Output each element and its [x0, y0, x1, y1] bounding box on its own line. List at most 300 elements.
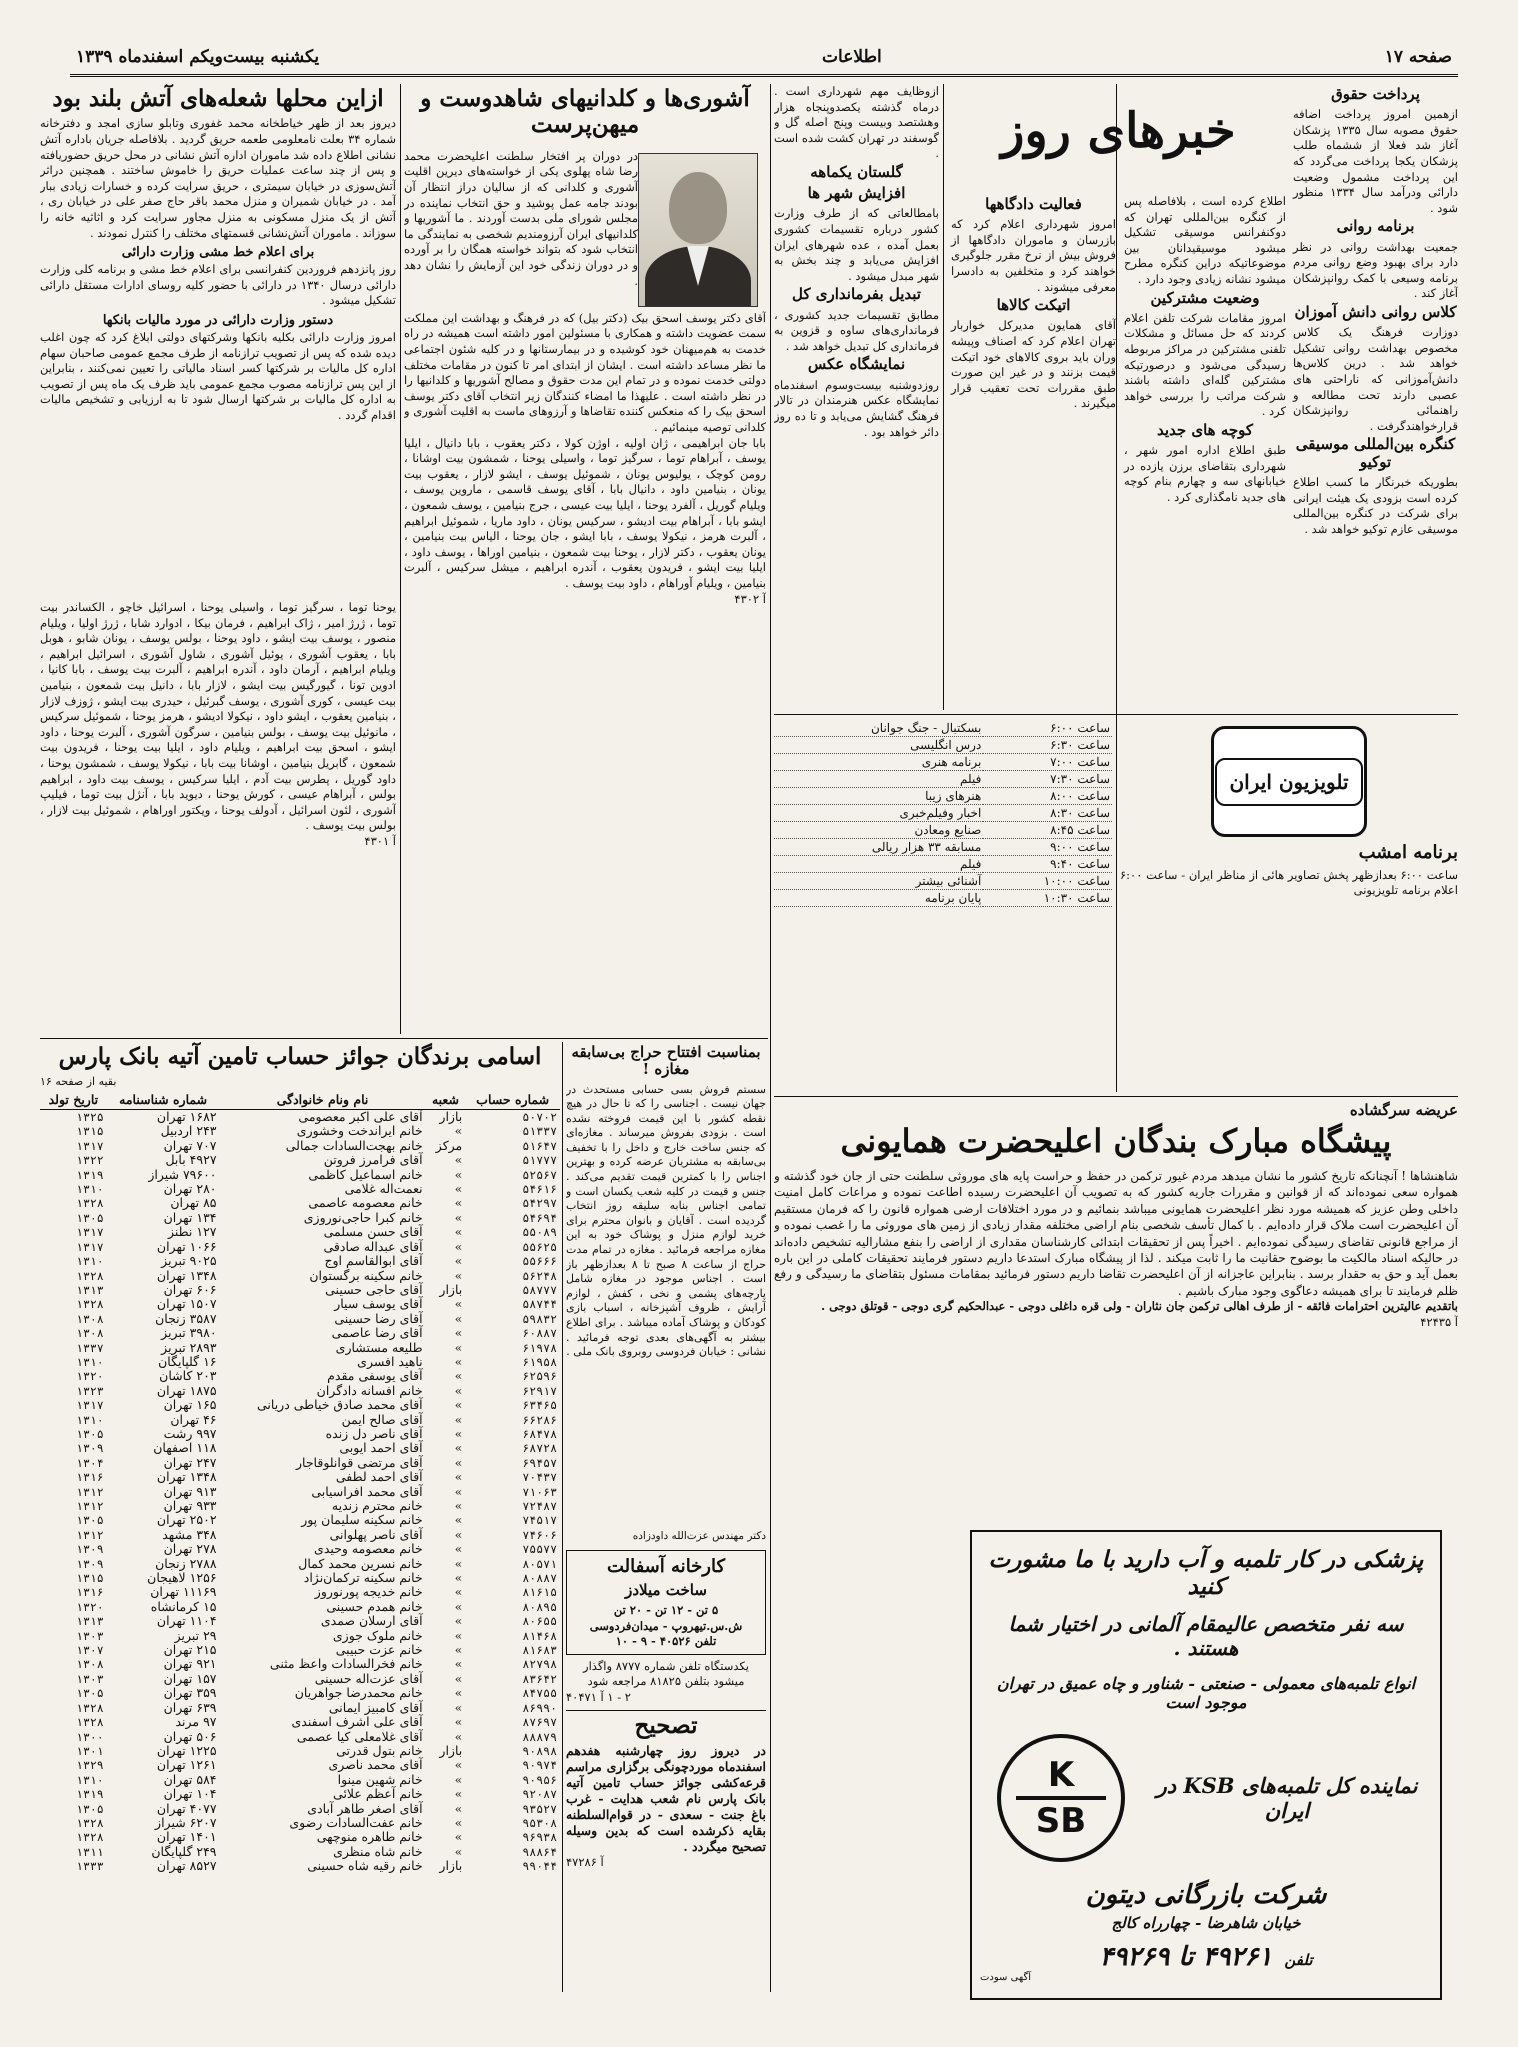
winner-acct: ۸۴۷۵۵	[522, 1686, 557, 1701]
news-center	[951, 84, 1286, 710]
auction-body: سستم فروش بسی حسابی مستحدث در جهان نیست . اجناسی را که تا حال در هیچ نقطه کشور با این قیمت فروخته نشده است . بزودی بفروش میرساند . مغازه‌ای که جنس ساخت خارج و داخل را با تخفیف بی‌سابقه به مشتریان عرضه کرده و بهترین اجناس را با کمترین قیمت تقدیم می‌کند . جنس و قیمت در کلیه شعب یکسان است و تمامی اجناس بنابه سلیقه روز انتخاب گردیده است . آقایان و بانوان محترم برای خرید لوازم منزل و پوشاک خود به این مغازه مراجعه فرمائید . مغازه در تمام مدت حراج از ساعت ۸ صبح تا ۸ بعدازظهر باز است . اجناس موجود در مغازه شامل پارچه‌های پشمی و نخی ، کفش ، لوازم آرایش ، ظروف آشپزخانه ، اسباب بازی کودکان و پوشاک آماده میباشد . برای اطلاع بیشتر به آگهی‌های بعدی توجه فرمائید . نشانی : خیابان فردوسی روبروی بانک ملی .	[566, 1082, 766, 1359]
winner-id: ۹۳۳ تهران	[163, 1498, 217, 1513]
news-heading: کلاس روانی دانش آموزان	[1294, 303, 1457, 322]
assyrian-signers: بابا جان ابراهیمی ، ژان اولیه ، اوژن کولا ، دکتر یعقوب ، بابا دانیال ، ایلیا یوسف ، آبراهام توما ، سرگیز توما ، واسیلی یوحنا ، شمشون بیت اوشانا ، رومن کوچک ، یولیوس یونان ، شموئیل یوسف ، ایشو لازار ، یعقوب بیت یونان ، بنیامین داود ، دانیال بابا ، آقای یوسف قاسمی ، ماروین یوسف ، ویلیام گوریل ، آلفرد یوحنا ، ایلیا بیت عیسی ، جرج بنیامین ، یوسف شمعون ، ایشو بابا ، آبراهام بیت ادیشو ، سرکیس یونان ، داود ماریا ، شموئیل ابراهیم ، آلبرت هرمز ، نیکولا یوسف ، بابا ایشو ، جان یوحنا ، الیاس بیت بنیامین ، یونان یعقوب ، دکتر لازار ، یوحنا بیت شمعون ، بنیامین اوراها ، یوسف داود ، ایلیا بیت ایشو ، فریدون یعقوب ، آندره ابراهیم ، میشل سرکیس ، آلبرت بنیامین ، ویلیام آوراهام ، داود بیت یوسف .	[404, 435, 766, 590]
winner-name: آقای احمد ایوبی	[339, 1440, 423, 1456]
winner-acct: ۷۱۰۶۳	[522, 1484, 557, 1499]
table-row	[40, 1557, 560, 1571]
winner-dob: ۱۳۲۰	[76, 1599, 104, 1614]
winner-dob: ۱۳۰۳	[76, 1628, 104, 1643]
winner-name: ناهید افسری	[357, 1353, 423, 1369]
winner-dob: ۱۳۲۸	[76, 1715, 104, 1730]
winner-acct: ۸۳۶۴۲	[522, 1671, 557, 1686]
winner-dob: ۱۳۰۵	[76, 1210, 104, 1225]
tv-item: آشنائی بیشتر	[774, 873, 983, 890]
winner-dob: ۱۳۰۳	[76, 1671, 104, 1686]
winner-name: آقای صالح ایمن	[341, 1411, 423, 1427]
winner-acct: ۸۷۶۹۷	[522, 1715, 557, 1730]
news-text: ازهمین امروز پرداخت اضافه حقوق مصوبه سال ۱۳۳۵ پزشکان آغاز شد فعلا از ششماه طلب پزشکان یکجا پرداخت می‌گردد که این پرداخت مشمول وضعیت دارائی ودرآمد سال ۱۳۳۴ منظور شود .	[1293, 107, 1458, 215]
tv-schedule	[774, 720, 1112, 1092]
winner-branch: »	[454, 1642, 463, 1658]
winner-name: آقای یوسف سیار	[334, 1296, 423, 1312]
winner-id: ۱۱۸ اصفهان	[153, 1440, 217, 1456]
news-text: دوزارت فرهنگ یک کلاس مخصوص بهداشت روانی تشکیل خواهد شد . درین کلاس‌ها دانش‌آموزانی که ناراحتی های عصبی دارند تحت مطالعه و راهنمائی روانپزشکان قرارخواهندگرفت .	[1293, 325, 1458, 433]
bank-tax-text: امروز وزارت دارائی بکلیه بانکها وشرکتهای دولتی ابلاغ کرد که چون اغلب دیده شده که پس از تصویب ترازنامه از طرف مجمع عمومی صاحبان سهام اداره کل مالیات بر شرکتها کسر اسناد مالیاتی را تعیین نمی‌کنند ، بنابراین از این پس ترازنامه مصوب مجمع عمومی باید ظرف یک ماه پس از تصویب به اداره کل مالیات بر شرکتها ارسال شود تا به ارزیابی و تشخیص مالیات اقدام گردد .	[40, 329, 396, 422]
ad-credit: آگهی سودت	[980, 1972, 1032, 1983]
winner-dob: ۱۳۱۵	[76, 1571, 104, 1586]
winner-id: ۱۳۴ تهران	[163, 1209, 217, 1225]
winner-id: ۲۷۸ تهران	[163, 1541, 217, 1557]
table-row	[40, 1254, 560, 1268]
page-header	[70, 40, 1458, 77]
winner-dob: ۱۳۰۹	[76, 1441, 104, 1456]
ad-line-4: نماینده کل تلمبه‌های KSB در ایران	[1156, 1773, 1418, 1823]
tv-item: درس انگلیسی	[774, 737, 983, 754]
tv-item: پایان برنامه	[774, 890, 983, 907]
ksb-logo-bar	[1016, 1796, 1106, 1800]
winner-acct: ۵۵۰۸۹	[522, 1225, 557, 1240]
winner-acct: ۸۱۶۸۳	[522, 1643, 557, 1658]
winner-branch: بازار	[439, 1742, 463, 1758]
table-row	[40, 1585, 560, 1599]
table-row	[40, 1384, 560, 1398]
winner-dob: ۱۳۱۰	[76, 1354, 104, 1369]
table-row	[40, 1470, 560, 1484]
table-row	[40, 1859, 560, 1873]
winner-name: آقای محمد افراسیابی	[311, 1483, 423, 1499]
table-row	[40, 1758, 560, 1772]
winner-name: خانم سکینه سلیمان پور	[301, 1512, 423, 1528]
winner-branch: »	[454, 1440, 463, 1456]
winner-name: خانم اسماعیل کاظمی	[308, 1166, 423, 1182]
table-row	[40, 1196, 560, 1210]
winner-branch: »	[454, 1353, 463, 1369]
winner-dob: ۱۳۱۶	[76, 1470, 104, 1485]
asphalt-title: کارخانه آسفالت	[606, 1556, 726, 1578]
ksb-logo-bottom: SB	[1035, 1801, 1087, 1841]
winner-dob: ۱۳۱۰	[76, 1254, 104, 1269]
tv-item: برنامه هنری	[774, 754, 983, 771]
winner-id: ۱۸۷۵ تهران	[156, 1382, 217, 1398]
winner-acct: ۷۴۶۰۶	[522, 1527, 557, 1542]
winner-acct: ۹۳۵۲۷	[522, 1801, 557, 1816]
asphalt-line-2: ش.س.تیهروپ - میدان‌فردوسی	[589, 1618, 743, 1633]
winner-acct: ۹۰۹۵۶	[522, 1772, 557, 1787]
winner-name: خانم محترم زندیه	[331, 1498, 423, 1513]
winner-name: خانم بتول قدرتی	[336, 1742, 423, 1758]
winner-dob: ۱۳۳۷	[76, 1340, 104, 1355]
tv-time: ساعت ۸:۰۰	[983, 788, 1112, 805]
winner-name: آقای ناصر دل زنده	[325, 1425, 423, 1441]
table-row	[40, 1513, 560, 1527]
tv-item: بسکتبال - جنگ جوانان	[774, 720, 983, 737]
news-title: خبرهای روز	[1001, 103, 1236, 159]
winner-branch: »	[454, 1267, 463, 1283]
tv-schedule-row	[774, 805, 1112, 822]
news-text: اطلاع کرده است ، بلافاصله پس از کنگره بین‌المللی تهران که دوکنفرانس موسیقی تشکیل میشود موسیقیدانان بین موضوعاتیکه دراین کنگره مطرح میشود نشانه زیادی وجود دارد .	[1124, 194, 1286, 286]
winner-dob: ۱۳۱۶	[76, 1585, 104, 1600]
winner-name: خانم سکینه برگستوان	[309, 1267, 423, 1283]
winner-dob: ۱۳۲۲	[76, 1153, 104, 1168]
table-row	[40, 1225, 560, 1239]
winner-dob: ۱۳۲۰	[76, 1369, 104, 1384]
news-heading: وضعیت مشترکین	[1150, 288, 1260, 307]
winner-dob: ۱۳۲۸	[76, 1297, 104, 1312]
winner-branch: مرکز	[435, 1137, 463, 1153]
winner-acct: ۷۰۴۳۷	[522, 1470, 557, 1485]
news-heading: تبدیل بفرمانداری کل	[792, 285, 921, 304]
winner-dob: ۱۳۲۸	[76, 1196, 104, 1211]
finance-text: روز پانزدهم فروردین کنفرانسی برای اعلام خط مشی و برنامه کلی وزارت دارائی درسال ۱۳۴۰ در دارائی با حضور کلیه روسای ادارات مستقل دارائی تشکیل میشود .	[40, 262, 396, 308]
winner-id: ۲۴۹ گلپایگان	[151, 1843, 217, 1859]
winner-branch: »	[454, 1800, 463, 1816]
winner-branch: »	[454, 1310, 463, 1326]
winner-id: ۲۰۳ کاشان	[159, 1368, 217, 1384]
tv-logo-box	[1120, 720, 1458, 1092]
ksb-logo	[997, 1734, 1125, 1862]
table-row	[40, 1571, 560, 1585]
winner-name: خانم محمدرضا جواهریان	[294, 1685, 423, 1701]
winner-dob: ۱۳۰۵	[76, 1426, 104, 1441]
winner-name: آقای عبداله صادقی	[323, 1238, 423, 1254]
winner-id: ۷۹۶۰۰ شیراز	[148, 1166, 217, 1182]
winner-acct: ۶۲۹۱۷	[522, 1383, 557, 1398]
winner-branch: »	[454, 1325, 463, 1341]
winner-acct: ۸۲۷۹۸	[522, 1657, 557, 1672]
winner-acct: ۵۱۷۷۷	[522, 1153, 557, 1168]
winner-id: ۶۰۶ تهران	[163, 1281, 217, 1297]
winner-id: ۹۲۱ تهران	[163, 1656, 217, 1672]
winner-id: ۱۶۸۲ تهران	[156, 1109, 217, 1125]
tv-time: ساعت ۷:۰۰	[983, 754, 1112, 771]
section-rule	[774, 714, 1458, 715]
winner-id: ۱۲۵۶ لاهیجان	[147, 1570, 217, 1586]
news-text: ازوظایف مهم شهرداری است . درماه گذشته یکصدوپنجاه هزار وهشتصد وبیست وپنج اصله گل و گوسفند در تهران کشت شده است .	[774, 84, 939, 161]
table-row	[40, 1787, 560, 1801]
winner-acct: ۸۰۵۷۱	[522, 1556, 557, 1571]
assyrian-footer: آ ۴۳۰۲	[734, 591, 766, 606]
winner-acct: ۶۶۲۸۶	[522, 1412, 557, 1427]
table-row	[40, 1845, 560, 1859]
table-row	[40, 1369, 560, 1383]
portrait-photo	[638, 153, 758, 307]
winner-id: ۴۰۷۷ تهران	[156, 1800, 217, 1816]
table-row	[40, 1643, 560, 1657]
winner-name: خانم خدیجه پورنوروز	[314, 1584, 423, 1600]
winner-acct: ۶۹۴۵۷	[522, 1455, 557, 1470]
winner-id: ۶۲۰۷ شیراز	[155, 1814, 217, 1830]
table-row	[40, 1744, 560, 1758]
winner-branch: »	[454, 1584, 463, 1600]
signers-text: یوحنا توما ، سرگیز توما ، واسیلی یوحنا ، اسرائیل خاچو ، الکساندر بیت توما ، ژرژ امیر ، ژاک ابراهیم ، فرمان بیکا ، ادوارد شابا ، ژرژ اولیا ، ویلیام منصور ، یوسف بیت ایشو ، داود یوحنا ، بولس یوسف ، یونان شابو ، هوبل بابا ، یعقوب آشوری ، یوئیل آشوری ، شاول آشوری ، اسرائیل ابراهیم ، ویلیام ابراهیم ، آرمان داود ، آندره ابراهیم ، آلبرت بیت یوسف ، بابا کانیا ، ادوین تونا ، گیورگیس بیت ایشو ، لازار بابا ، دانیل بیت شمعون ، بنیامین بیت عیسی ، کوری آشوری ، یوسف گبرئیل ، حیدری بیت ایشو ، ژوزف لازار ، بنیامین یعقوب ، ایشو داود ، نیکولا ادیشو ، هرمز یوحنا ، شموئیل سرکیس ، مانوئیل بیت یوسف ، بولس بنیامین ، سرگون آشوری ، آلبرت یوحنا ، داود ایشو ، اسحق بیت ابراهیم ، ویلیام داود ، ایلیا بیت یوحنا ، فریدون بیت شمعون ، گابریل بنیامین ، اوشانا بیت بابا ، نیکولا یوسف ، شمشون یوحنا ، داود گوریل ، پطرس بیت آدم ، ایلیا سرکیس ، یوسف بیت داود ، ابراهیم بولس ، آبراهام عیسی ، کورش یوحنا ، دیوید بابا ، آنژل بیت توما ، فیلیپ آشوری ، لئون اسرائیل ، آدولف یوحنا ، ویکتور اوراهام ، شموئیل بیت لازار ، بولس بیت یوسف .	[40, 600, 396, 833]
winner-branch: بازار	[439, 1109, 463, 1125]
winner-dob: ۱۳۱۰	[76, 1412, 104, 1427]
winner-acct: ۸۱۶۱۵	[522, 1585, 557, 1600]
tv-item: هنرهای زیبا	[774, 788, 983, 805]
table-row	[40, 1686, 560, 1700]
winner-branch: بازار	[439, 1281, 463, 1297]
table-row	[40, 1629, 560, 1643]
winner-dob: ۱۳۰۷	[76, 1643, 104, 1658]
winners-title: اسامی برندگان جوائز حساب تامین آتیه بانک پارس	[58, 1043, 542, 1070]
correction-title: تصحیح	[634, 1711, 698, 1739]
middle-column	[566, 1042, 766, 2002]
winner-id: ۹۰۲۵ تبریز	[161, 1253, 217, 1269]
winner-dob: ۱۳۲۹	[76, 1758, 104, 1773]
winner-acct: ۶۸۴۷۸	[522, 1426, 557, 1441]
petition	[774, 1100, 1458, 1520]
winner-branch: »	[454, 1195, 463, 1211]
winner-dob: ۱۳۱۰	[76, 1182, 104, 1197]
page-number: صفحه ۱۷	[1384, 47, 1452, 67]
winner-branch: »	[454, 1843, 463, 1859]
winner-branch: »	[454, 1166, 463, 1182]
news-heading: افزایش شهر ها	[807, 184, 906, 203]
winner-id: ۲۱۵ تهران	[163, 1642, 217, 1658]
winner-name: آقای فرامرز فروتن	[323, 1152, 423, 1168]
winner-acct: ۵۹۸۳۲	[522, 1311, 557, 1326]
winner-branch: »	[454, 1757, 463, 1773]
winner-acct: ۶۳۴۶۵	[522, 1398, 557, 1413]
tv-schedule-row	[774, 771, 1112, 788]
ad-line-1: پزشکی در کار تلمبه و آب دارید با ما مشورت کنید	[988, 1546, 1424, 1600]
winner-dob: ۱۳۱۱	[76, 1844, 104, 1859]
winner-name: خانم فخرالسادات واعظ مثنی	[269, 1656, 423, 1672]
winner-dob: ۱۳۰۱	[76, 1743, 104, 1758]
winner-id: ۲۹ تبریز	[174, 1627, 217, 1643]
winner-id: ۱۰۴ تهران	[163, 1786, 217, 1802]
news-heading: پرداخت حقوق	[1331, 85, 1420, 103]
winner-name: آقای محمد صادق خیاطی دریانی	[257, 1397, 423, 1413]
table-row	[40, 1211, 560, 1225]
winner-name: آقای یوسفی مقدم	[327, 1368, 423, 1384]
winner-acct: ۵۰۷۰۲	[522, 1110, 557, 1125]
asphalt-sub: ساخت میلادز	[625, 1580, 707, 1599]
table-row	[40, 1528, 560, 1542]
winner-branch: »	[454, 1181, 463, 1197]
winner-id: ۷۰۷ تهران	[163, 1137, 217, 1153]
ad-phone-row	[980, 1942, 1432, 1972]
winner-name: خانم ایراندخت وخشوری	[296, 1123, 423, 1139]
winner-acct: ۸۰۸۸۷	[522, 1571, 557, 1586]
table-row	[40, 1398, 560, 1412]
winner-acct: ۵۸۷۷۷	[522, 1282, 557, 1297]
winner-acct: ۵۴۶۱۶	[522, 1182, 557, 1197]
news-text: امروز شهرداری اعلام کرد که بازرسان و ماموران دادگاهها از فروش بیش از نرخ مقرر جلوگیری خواهند کرد و متخلفین به دادسرا معرفی میشوند .	[951, 217, 1116, 294]
table-row	[40, 1427, 560, 1441]
winner-branch: »	[454, 1829, 463, 1845]
table-row	[40, 1413, 560, 1427]
winner-branch: »	[454, 1296, 463, 1312]
winner-branch: »	[454, 1512, 463, 1528]
winner-dob: ۱۳۰۸	[76, 1657, 104, 1672]
petition-label: عریضه سرگشاده	[1349, 1101, 1458, 1119]
winner-branch: »	[454, 1627, 463, 1643]
winner-branch: »	[454, 1238, 463, 1254]
assyrian-intro: در دوران پر افتخار سلطنت اعلیحضرت محمد رضا شاه پهلوی یکی از خواسته‌های دیرین اقلیت آشوری و کلدانی که از سالیان دراز انتظار آن بودند جامه عمل پوشید و حق انتخاب نماینده در مجلس شورای ملی بدست آوردند . ما آشوریها و کلدانیهای ایران آرزومندیم شخصی به نمایندگی ما انتخاب شود که بتواند خواسته همگان را بر آورده و در دوران زندگی خود این آزمایش را نشان دهد .	[404, 148, 638, 288]
winner-id: ۲۷۸۸ زنجان	[155, 1555, 217, 1571]
winner-branch: »	[454, 1209, 463, 1225]
winner-name: خانم افسانه دادگران	[316, 1382, 423, 1398]
winner-branch: »	[454, 1469, 463, 1485]
winner-name: خانم ملوک جوزی	[332, 1627, 423, 1643]
news-text: روزدوشنبه بیست‌وسوم اسفندماه نمایشگاه عکس هنرمندان در تالار فرهنگ گشایش می‌یابد و تا ده روز دائر خواهد بود .	[774, 377, 939, 439]
table-row	[40, 1701, 560, 1715]
winner-name: خانم معصومه عاصمی	[308, 1195, 423, 1211]
winner-name: خانم سکینه ترکمان‌نژاد	[303, 1570, 423, 1586]
winner-id: ۸۵ تهران	[170, 1195, 217, 1211]
winner-name: نعمت‌اله غلامی	[344, 1181, 423, 1197]
winner-branch: »	[454, 1425, 463, 1441]
winner-branch: »	[454, 1224, 463, 1240]
winner-id: ۴۶ تهران	[170, 1411, 217, 1427]
portrait-head	[669, 172, 727, 244]
winner-id: ۳۵۹ تهران	[163, 1685, 217, 1701]
news-heading: نمایشگاه عکس	[807, 355, 906, 374]
winner-name: خانم شاه منظری	[333, 1843, 423, 1859]
tv-time: ساعت ۸:۳۰	[983, 805, 1112, 822]
asphalt-line-3: تلفن ۴۰۵۲۶ - ۹ - ۱۰	[615, 1634, 717, 1649]
winner-name: آقای حاجی حسینی	[325, 1281, 423, 1297]
news-text: بطوریکه خبرنگار ما کسب اطلاع کرده است بزودی یک هیئت ایرانی برای شرکت در کنگره بین‌المللی موسیقی عازم توکیو خواهد شد .	[1293, 474, 1458, 536]
fire-article	[40, 84, 396, 594]
table-row	[40, 1240, 560, 1254]
table-row	[40, 1499, 560, 1513]
winner-acct: ۸۶۹۹۰	[522, 1700, 557, 1715]
winner-acct: ۷۵۵۷۷	[522, 1542, 557, 1557]
winner-dob: ۱۳۰۵	[76, 1686, 104, 1701]
paper-name: اطلاعات	[822, 47, 882, 67]
winner-dob: ۱۳۰۹	[76, 1542, 104, 1557]
fire-title: ازاین محلها شعله‌های آتش بلند بود	[52, 85, 384, 112]
winner-name: آقای رضا عاصمی	[331, 1325, 423, 1341]
winner-acct: ۶۱۹۷۸	[522, 1340, 557, 1355]
table-row	[40, 1326, 560, 1340]
winner-name: آقای حسن مسلمی	[323, 1224, 423, 1240]
winner-dob: ۱۳۱۷	[76, 1239, 104, 1254]
ad-logo-row	[980, 1734, 1432, 1862]
winner-acct: ۹۰۹۷۴	[522, 1758, 557, 1773]
winner-name: خانم معصومه وحیدی	[314, 1541, 423, 1557]
winner-dob: ۱۳۰۵	[76, 1513, 104, 1528]
winner-id: ۱۴۰۱ تهران	[156, 1829, 217, 1845]
ad-line-3: انواع تلمبه‌های معمولی - صنعتی - شناور و چاه عمیق در تهران موجود است	[996, 1674, 1416, 1712]
winner-acct: ۵۴۲۹۷	[522, 1196, 557, 1211]
phone-notice-footer: ۲ - ۱ آ ۴۰۴۷۱	[566, 1690, 631, 1704]
winner-branch: »	[454, 1555, 463, 1571]
table-row	[40, 1110, 560, 1125]
news-heading: فعالیت دادگاهها	[985, 195, 1082, 213]
ad-phone-label: تلفن	[1284, 1951, 1313, 1969]
winner-id: ۳۵۸۷ زنجان	[155, 1310, 217, 1326]
winner-dob: ۱۳۳۳	[76, 1859, 104, 1874]
winner-branch: »	[454, 1382, 463, 1398]
winner-branch: »	[454, 1526, 463, 1542]
petition-body: شاهنشاها ! آنچنانکه تاریخ کشور ما نشان میدهد مردم غیور ترکمن در حفظ و حراست پایه های موروثی سلطنت حتی از جان خود گذشته و همواره سعی نموده‌اند که از قوانین و مقررات جاریه کشور که به تصویب آن اعلیحضرت رسیده اطاعت نموده و مراعات کامل امنیت داخلی وطن عزیز که همیشه مورد نظر اعلیحضرت همایونی میباشد بنمائیم و در مورد اختلافات ارضی همواره قانون را که فرمان مستقیم آن اعلیحضرت است ملاک قرار داده‌ایم . با کمال تأسف شخصی بنام اراضی مختلفه مقدار زیادی از زمین های موروثی ما را غصب نموده و از مراجع قانونی تقاضای رسیدگی نموده‌ایم . اخیراً پس از تحقیقات ابتدائی کارشناسان مقداری از اراضی را بنفع مشارالیه تشخیص داده‌اند در حالیکه اسناد مالکیت ما بوضوح حقانیت ما را ثابت میکند . لذا از پیشگاه مبارک استدعا داریم دستور فرمایند تحقیقات کاملی در این باره بعمل آید و حق به حقدار برسد . بنابراین عاجزانه از آن اعلیحضرت تقاضا داریم دستور فرمائید بمقامات مسئول بتقاضای ما رسیدگی و رفع ظلم فرمایند تا برای همیشه دعاگوی وجود مبارک باشیم .	[774, 1169, 1458, 1298]
winner-branch: بازار	[439, 1858, 463, 1874]
tv-schedule-row	[774, 890, 1112, 907]
tv-item: فیلم	[774, 856, 983, 873]
winner-acct: ۸۰۶۵۵	[522, 1614, 557, 1629]
winner-id: ۳۹۸۰ تبریز	[161, 1325, 217, 1341]
col-id: شماره شناسنامه	[107, 1090, 220, 1110]
table-row	[40, 1456, 560, 1470]
winner-dob: ۱۳۲۸	[76, 1830, 104, 1845]
asphalt-ad	[566, 1550, 766, 1655]
table-row	[40, 1802, 560, 1816]
table-row	[40, 1715, 560, 1729]
winner-acct: ۵۵۶۲۵	[522, 1239, 557, 1254]
winner-branch: »	[454, 1368, 463, 1384]
winner-branch: »	[454, 1814, 463, 1830]
asphalt-line-1: ۵ تن - ۱۲ تن - ۲۰ تن	[613, 1603, 719, 1618]
winner-id: ۹۹۷ رشت	[163, 1425, 217, 1441]
winner-id: ۴۹۲۷ بابل	[165, 1152, 217, 1168]
col-branch: شعبه	[426, 1090, 466, 1110]
winner-dob: ۱۳۱۲	[76, 1484, 104, 1499]
tv-item: اخبار وفیلم‌خبری	[774, 805, 983, 822]
winner-branch: »	[454, 1152, 463, 1168]
signers-block	[40, 600, 396, 1034]
winner-id: ۸۵۲۷ تهران	[156, 1858, 217, 1874]
winner-id: ۱۶ گلپایگان	[158, 1353, 217, 1369]
winner-branch: »	[454, 1613, 463, 1629]
tv-item: فیلم	[774, 771, 983, 788]
winner-branch: »	[454, 1699, 463, 1715]
winner-dob: ۱۳۲۵	[76, 1110, 104, 1125]
assyrian-title: آشوری‌ها و کلدانیهای شاهدوست و میهن‌پرست	[420, 85, 750, 139]
news-text: بامطالعاتی که از طرف وزارت کشور درباره تقسیمات کشوری بعمل آمده ، عده شهرهای ایران افزایش می‌یابد و چند بخش به شهر مبدل میشود .	[774, 206, 939, 283]
winner-id: ۵۰۶ تهران	[163, 1728, 217, 1744]
tv-schedule-row	[774, 856, 1112, 873]
winner-name: آقای ناصر پهلوانی	[329, 1526, 423, 1542]
winner-dob: ۱۳۱۷	[76, 1398, 104, 1413]
signers-footer: آ ۴۳۰۱	[364, 833, 396, 848]
winner-name: آقای علی اشرف اسفندی	[291, 1714, 423, 1730]
winner-dob: ۱۳۱۳	[76, 1614, 104, 1629]
petition-title: پیشگاه مبارک بندگان اعلیحضرت همایونی	[840, 1122, 1392, 1161]
winner-name: آقای ابوالقاسم اوج	[324, 1253, 423, 1269]
winner-id: ۳۴۸ مشهد	[162, 1526, 217, 1542]
news-text: آقای همایون مدیرکل خواربار تهران اعلام کرد که اصناف وپیشه وران باید بروی کالاهای خود اتیکت قیمت بزنند و در غیر این صورت طبق مقررات تحت تعقیب قرار میگیرند .	[951, 318, 1116, 411]
winner-acct: ۹۰۸۹۸	[522, 1743, 557, 1758]
winner-acct: ۵۲۵۶۷	[522, 1167, 557, 1182]
bank-tax-heading: دستور وزارت دارائی در مورد مالیات بانکها	[102, 312, 334, 328]
tv-time: ساعت ۷:۳۰	[983, 771, 1112, 788]
table-row	[40, 1269, 560, 1283]
assyrian-article	[404, 84, 766, 1034]
winner-acct: ۹۵۳۰۸	[522, 1815, 557, 1830]
winner-name: آقای رضا حسینی	[334, 1310, 423, 1326]
winner-id: ۱۶۵ تهران	[163, 1397, 217, 1413]
winner-id: ۲۸۹۳ تبریز	[161, 1339, 217, 1355]
table-row	[40, 1657, 560, 1671]
winner-id: ۵۸۴ تهران	[163, 1771, 217, 1787]
winner-acct: ۸۰۸۹۵	[522, 1599, 557, 1614]
news-text: جمعیت بهداشت روانی در نظر دارد برای بهبود وضع روانی مردم برنامه وسیعی با کمک روانپزشکان آغاز کند .	[1293, 239, 1458, 301]
winner-name: آقای محمد ناصری	[328, 1757, 423, 1773]
winner-branch: »	[454, 1253, 463, 1269]
winner-acct: ۷۴۵۱۷	[522, 1513, 557, 1528]
table-row	[40, 1139, 560, 1153]
winner-name: خانم کبرا حاجی‌نوروزی	[303, 1209, 423, 1225]
winner-dob: ۱۳۰۸	[76, 1311, 104, 1326]
winner-id: ۱۵ کرمانشاه	[150, 1598, 217, 1614]
winner-id: ۱۱۰۴ تهران	[156, 1613, 217, 1629]
tv-time: ساعت ۹:۰۰	[983, 839, 1112, 856]
winner-id: ۱۰۶۶ تهران	[156, 1238, 217, 1254]
news-text: مطابق تقسیمات جدید کشوری ، فرمانداری‌های ساوه و قزوین به فرمانداری کل تبدیل خواهد شد .	[774, 307, 939, 353]
